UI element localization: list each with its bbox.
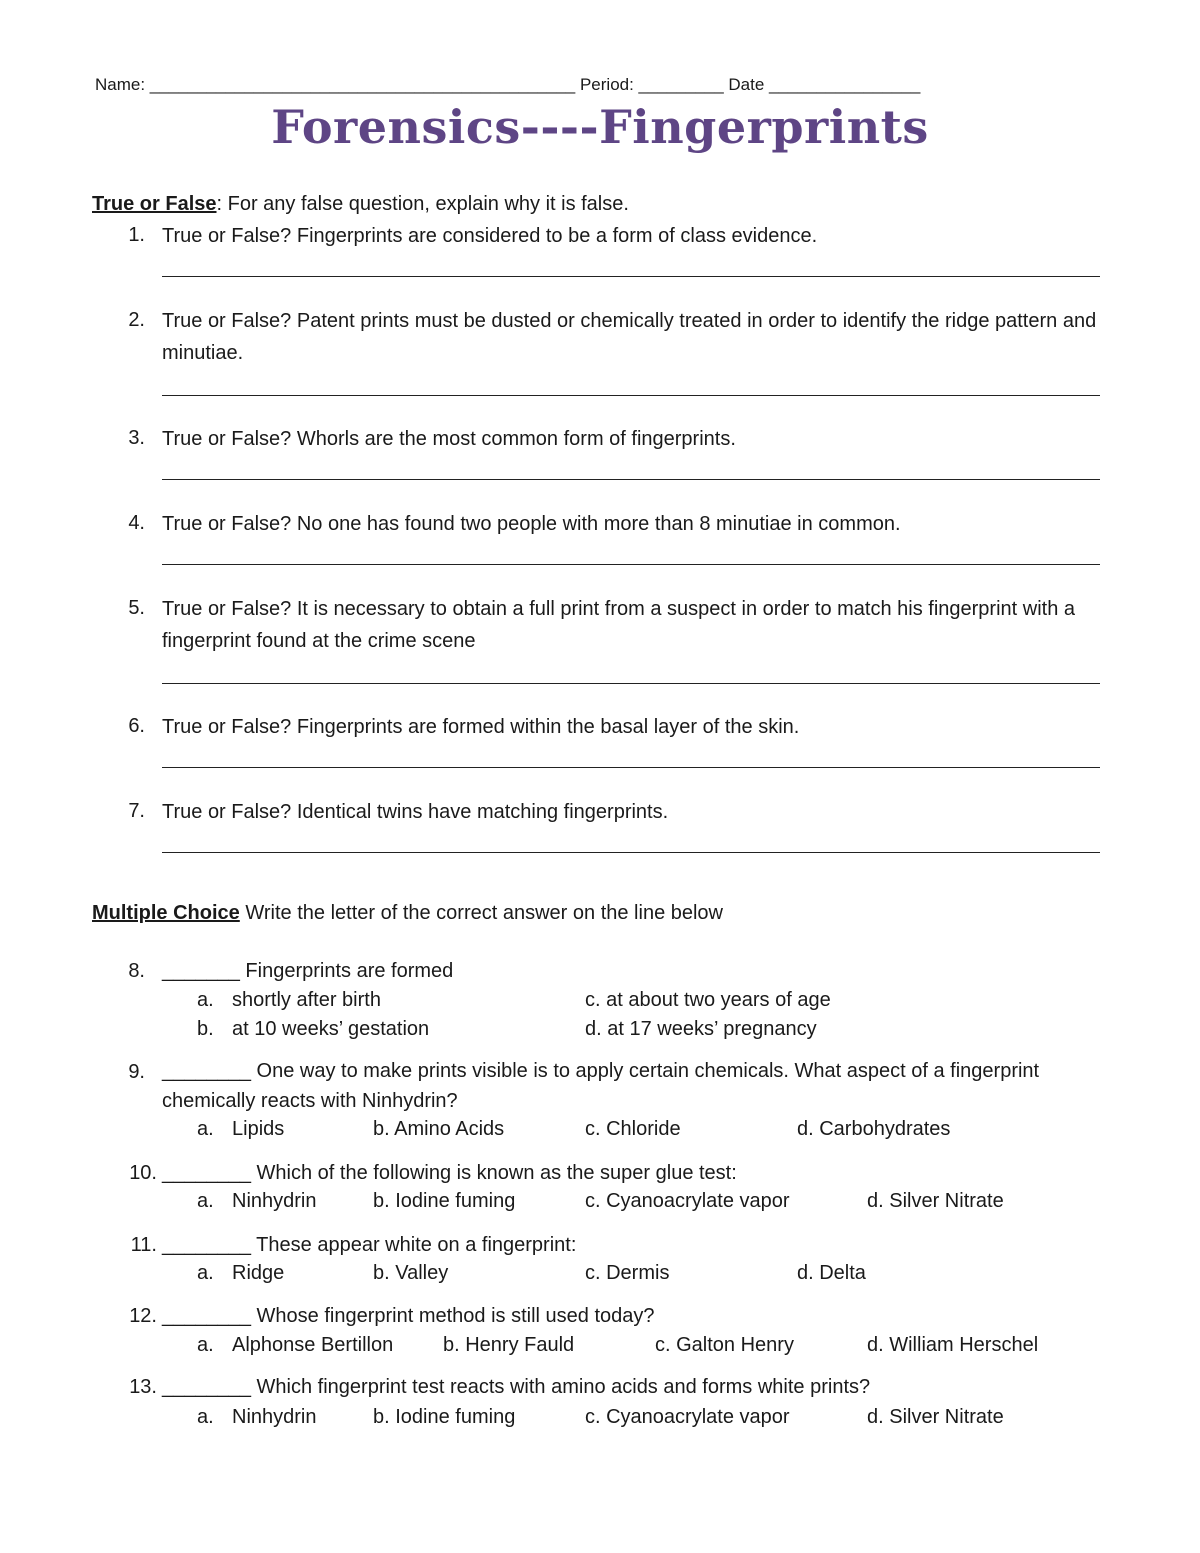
- question-text: _______ Fingerprints are formed: [162, 960, 454, 982]
- question-number: 6.: [128, 715, 145, 737]
- question-number: 1.: [128, 224, 145, 246]
- option-d: d. Carbohydrates: [797, 1118, 951, 1140]
- option-letter: a.: [197, 1190, 214, 1212]
- option-letter: a.: [197, 1334, 214, 1356]
- option-c: c. Chloride: [585, 1118, 681, 1140]
- option-d: d. William Herschel: [867, 1334, 1039, 1356]
- question-text: True or False? Identical twins have matching fingerprints.: [162, 801, 669, 823]
- question-number: 8.: [128, 960, 145, 982]
- question-text: ________ One way to make prints visible is to apply certain chemicals. What aspect of a fingerprint chemically reacts with Ninhydrin?: [162, 1060, 1040, 1112]
- answer-line[interactable]: [162, 395, 1100, 396]
- question-number: 11.: [130, 1234, 157, 1256]
- option-b: b. Henry Fauld: [443, 1334, 575, 1356]
- question-text: True or False? Fingerprints are formed within the basal layer of the skin.: [162, 716, 800, 738]
- mc-heading: Multiple Choice: [92, 902, 240, 924]
- question-text: True or False? It is necessary to obtain a full print from a suspect in order to match his fingerprint with a fingerprint found at the crime scene: [162, 598, 1075, 652]
- question-text: ________ Whose fingerprint method is still used today?: [162, 1305, 655, 1327]
- option-a: Lipids: [232, 1118, 285, 1140]
- option-a: Ninhydrin: [232, 1190, 317, 1212]
- answer-line[interactable]: [162, 683, 1100, 684]
- question-text: ________ Which fingerprint test reacts with amino acids and forms white prints?: [162, 1376, 871, 1398]
- option-letter: a.: [197, 1262, 214, 1284]
- answer-line[interactable]: [162, 479, 1100, 480]
- option-b: b. Amino Acids: [373, 1118, 505, 1140]
- answer-line[interactable]: [162, 276, 1100, 277]
- question-number: 2.: [128, 309, 145, 331]
- option-letter: b.: [197, 1018, 214, 1040]
- option-letter: a.: [197, 1406, 214, 1428]
- tf-heading: True or False: [92, 193, 217, 215]
- tf-instruction: : For any false question, explain why it is false.: [216, 193, 629, 215]
- question-number: 5.: [128, 597, 145, 619]
- question-number: 9.: [128, 1061, 145, 1083]
- page-title: Forensics----Fingerprints: [271, 100, 929, 154]
- option-a: shortly after birth: [232, 989, 381, 1011]
- option-d: d. Silver Nitrate: [867, 1406, 1004, 1428]
- option-c: c. at about two years of age: [585, 989, 831, 1011]
- option-b: at 10 weeks’ gestation: [232, 1018, 430, 1040]
- option-c: c. Galton Henry: [655, 1334, 794, 1356]
- mc-section-heading: [92, 902, 723, 925]
- question-text: ________ Which of the following is known as the super glue test:: [162, 1162, 737, 1184]
- question-text: True or False? Patent prints must be dusted or chemically treated in order to identify the ridge pattern and minutiae.: [162, 310, 1097, 364]
- option-c: c. Dermis: [585, 1262, 670, 1284]
- question-number: 12.: [129, 1305, 157, 1327]
- name-period-date-line: Name: _____________________________________________ Period: _________ Date ________________: [95, 75, 921, 94]
- option-d: d. Silver Nitrate: [867, 1190, 1004, 1212]
- question-number: 4.: [128, 512, 145, 534]
- option-d: d. at 17 weeks’ pregnancy: [585, 1018, 817, 1040]
- question-text: True or False? Fingerprints are considered to be a form of class evidence.: [162, 225, 818, 247]
- option-a: Alphonse Bertillon: [232, 1334, 394, 1356]
- tf-section-heading: [92, 193, 629, 216]
- question-text: True or False? Whorls are the most common form of fingerprints.: [162, 428, 736, 450]
- question-number: 10.: [129, 1162, 157, 1184]
- option-d: d. Delta: [797, 1262, 866, 1284]
- answer-line[interactable]: [162, 564, 1100, 565]
- mc-instruction: Write the letter of the correct answer on the line below: [239, 902, 723, 924]
- option-letter: a.: [197, 1118, 214, 1140]
- option-c: c. Cyanoacrylate vapor: [585, 1190, 790, 1212]
- option-letter: a.: [197, 989, 214, 1011]
- question-number: 13.: [129, 1376, 157, 1398]
- option-b: b. Iodine fuming: [373, 1190, 516, 1212]
- answer-line[interactable]: [162, 852, 1100, 853]
- option-b: b. Valley: [373, 1262, 449, 1284]
- answer-line[interactable]: [162, 767, 1100, 768]
- option-c: c. Cyanoacrylate vapor: [585, 1406, 790, 1428]
- question-number: 3.: [128, 427, 145, 449]
- question-number: 7.: [128, 800, 145, 822]
- option-b: b. Iodine fuming: [373, 1406, 516, 1428]
- option-a: Ridge: [232, 1262, 285, 1284]
- question-text: True or False? No one has found two people with more than 8 minutiae in common.: [162, 513, 901, 535]
- question-text: ________ These appear white on a fingerprint:: [162, 1234, 577, 1256]
- option-a: Ninhydrin: [232, 1406, 317, 1428]
